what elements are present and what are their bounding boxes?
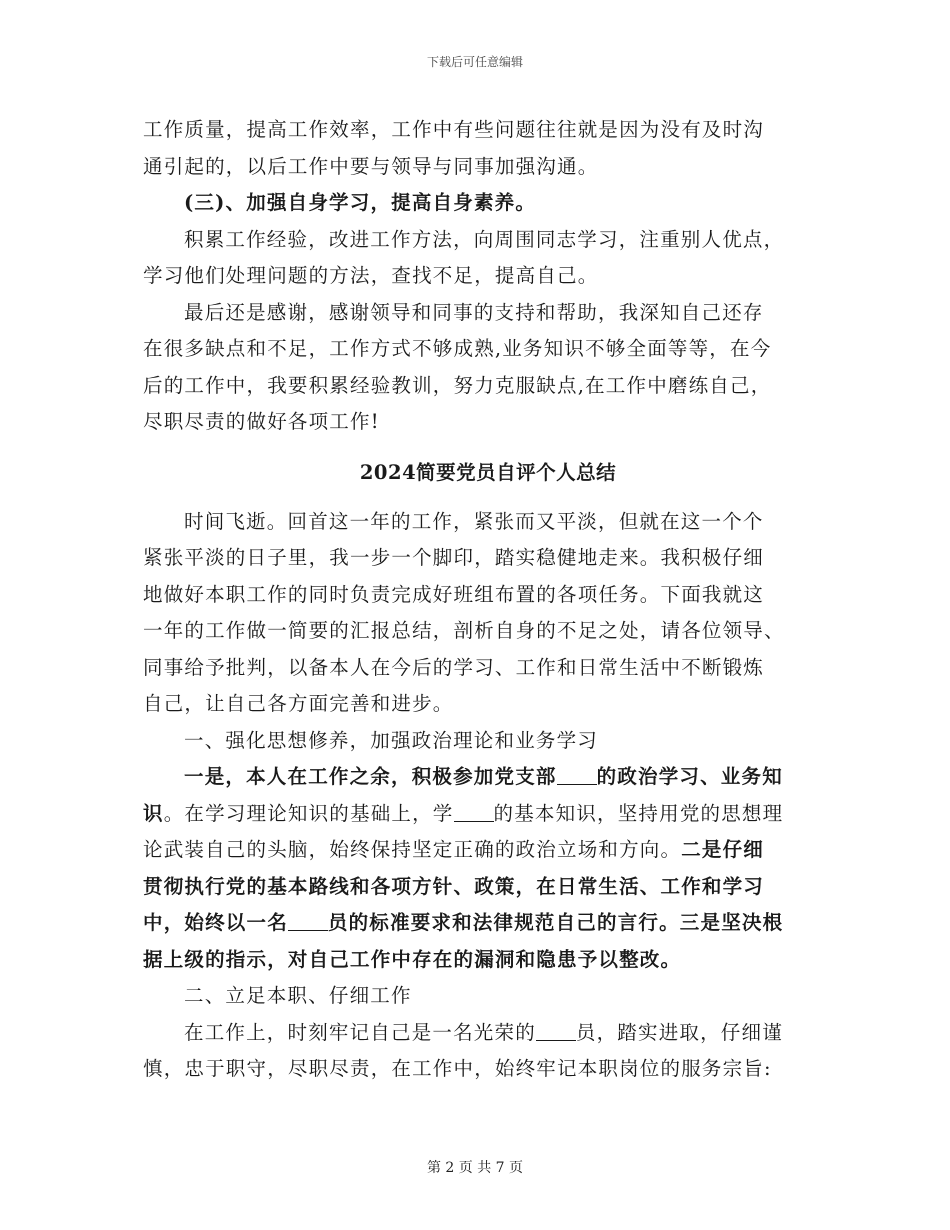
text-line: 在很多缺点和不足，工作方式不够成熟,业务知识不够全面等等，在今 <box>143 337 772 360</box>
text-run: 在工作上，时刻牢记自己是一名光荣的 <box>184 1020 536 1044</box>
text-line: 积累工作经验，改进工作方法，向周围同志学习，注重别人优点， <box>184 227 785 251</box>
text-line <box>143 832 833 869</box>
text-line: 最后还是感谢，感谢领导和同事的支持和帮助，我深知自己还存 <box>184 300 764 324</box>
text-line: 一年的工作做一简要的汇报总结，剖析自身的不足之处，请各位领导、 <box>143 619 785 642</box>
text-line: 紧张平淡的日子里，我一步一个脚印，踏实稳健地走来。我积极仔细 <box>143 546 765 569</box>
text-line: 贯彻执行党的基本路线和各项方针、政策，在日常生活、工作和学习 <box>143 874 765 898</box>
text-line: 自己，让自己各方面完善和进步。 <box>143 692 454 715</box>
section-heading-3: (三)、加强自身学习，提高自身素养。 <box>184 191 537 214</box>
part2-heading: 二、立足本职、仔细工作 <box>184 984 412 1007</box>
fill-in-blank <box>454 801 494 822</box>
text-run: 员，踏实进取，仔细谨 <box>575 1020 783 1044</box>
text-line: 后的工作中，我要积累经验教训，努力克服缺点,在工作中磨练自己， <box>143 373 772 397</box>
fill-in-blank <box>536 1020 576 1041</box>
text-run: 的政治学习、业务知 <box>596 765 783 788</box>
page-header: 下载后可任意编辑 <box>426 55 523 69</box>
text-line: 尽职尽责的做好各项工作! <box>143 410 380 433</box>
text-line: 时间飞逝。回首这一年的工作，紧张而又平淡，但就在这一个个 <box>184 509 764 533</box>
page-footer: 第 2 页 共 7 页 <box>426 1160 524 1176</box>
text-line <box>143 759 833 796</box>
text-line: 通引起的，以后工作中要与领导与同事加强沟通。 <box>143 154 599 178</box>
text-line <box>143 905 833 942</box>
text-run: 论武装自己的头脑，始终保持坚定正确的政治立场和方向。 <box>143 838 682 861</box>
fill-in-blank <box>557 764 597 785</box>
text-line: 据上级的指示，对自己工作中存在的漏洞和隐患予以整改。 <box>143 947 682 971</box>
document-body <box>143 112 833 1088</box>
fill-in-blank <box>288 910 328 931</box>
text-run: 中，始终以一名 <box>143 911 288 934</box>
text-line: 工作质量，提高工作效率，工作中有些问题往往就是因为没有及时沟 <box>143 118 765 141</box>
text-line <box>143 796 833 833</box>
text-run: 员的标准要求和法律规范自己的言行。三是坚决根 <box>327 911 784 934</box>
text-line: 慎，忠于职守，尽职尽责，在工作中，始终牢记本职岗位的服务宗旨: <box>143 1057 772 1080</box>
document-title: 2024简要党员自评个人总结 <box>359 460 617 484</box>
text-line: 地做好本职工作的同时负责完成好班组布置的各项任务。下面我就这 <box>143 582 765 606</box>
text-line: 同事给予批判，以备本人在今后的学习、工作和日常生活中不断锻炼 <box>143 655 765 679</box>
text-run: 识 <box>143 801 164 825</box>
text-line: 学习他们处理问题的方法，查找不足，提高自己。 <box>143 264 599 287</box>
text-run: 二是仔细 <box>681 838 765 861</box>
text-line <box>143 1015 833 1052</box>
text-run: 一是，本人在工作之余，积极参加党支部 <box>184 765 557 788</box>
part1-heading: 一、强化思想修养，加强政治理论和业务学习 <box>184 728 599 752</box>
text-run: 的基本知识，坚持用党的思想理 <box>493 801 784 825</box>
text-run: 。在学习理论知识的基础上，学 <box>163 801 454 825</box>
